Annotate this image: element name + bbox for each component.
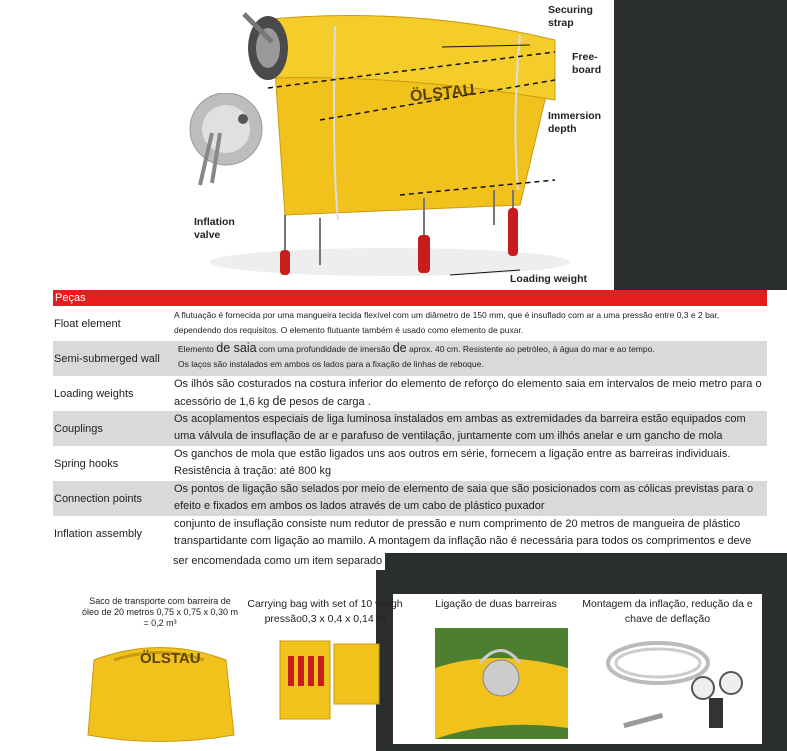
table-row (53, 341, 767, 376)
weights-bag-image (262, 636, 382, 721)
coupling-image (435, 628, 568, 739)
row-overflow-text: ser encomendada como um item separado (173, 553, 385, 570)
callout-securing-strap: Securing strap (548, 4, 593, 29)
row-text: Os ganchos de mola que estão ligados uns aos outros em série, fornecem a ligação entre as barreiras individuais. Resistência à tração: até 800 kg (174, 448, 731, 477)
brand-logo: ÖLSTAU (409, 81, 476, 106)
row-label: Float element (54, 317, 121, 330)
row-text: Os acoplamentos especiais de liga luminosa instalados em ambas as extremidades da barreira estão equipados com uma válvula de insuflação de ar e parafuso de ventilação, juntamente com um ilhós anelar e um gancho de mola (174, 411, 767, 446)
row-label: Connection points (53, 481, 174, 516)
inflation-assembly-image (603, 633, 753, 737)
callout-inflation-valve: Inflation valve (194, 216, 235, 241)
parts-table (53, 290, 767, 551)
row-text: conjunto de insuflação consiste num redutor de pressão e num comprimento de 20 metros de mangueira de plástico transpartidante com ligação ao mamilo. A montagem da inflação não é necessária para todos os comprimentos e deve (174, 518, 752, 547)
row-label: Semi-submerged wall (53, 341, 174, 376)
callout-freeboard: Free- board (572, 51, 602, 76)
row-label: Couplings (53, 411, 174, 446)
row-label: Inflation assembly (54, 527, 143, 540)
table-row (53, 411, 767, 446)
row-text: Elemento de saia com uma profundidade de imersão de aprox. 40 cm. Resistente ao petróleo, à água do mar e ao tempo. Os laços são instalados em ambos os lados para a fixação de linhas de reboque. (174, 341, 767, 376)
accessory-caption-carry-bag: Saco de transporte com barreira de óleo de 20 metros 0,75 x 0,75 x 0,30 m = 0,2 m³ (81, 596, 239, 628)
row-text: Os pontos de ligação são selados por meio de elemento de saia que são posicionados com as cólicas previstas para o efeito e fixados em ambos os lados através de um cabo de plástico puxador (174, 481, 767, 516)
table-row (53, 516, 767, 551)
accessory-caption-coupling: Ligação de duas barreiras (435, 598, 557, 610)
table-row (53, 306, 767, 341)
inflation-valve-inset (188, 93, 272, 189)
row-text: Os ilhós são costurados na costura inferior do elemento de reforço do elemento saia em intervalos de meio metro para o acessório de 1,6 kg de pesos de carga . (174, 378, 762, 408)
accessory-caption-weights-bag: Carrying bag with set of 10 weigh pressão0,3 x 0,4 x 0,14 m (247, 598, 403, 625)
transport-bag-image (84, 630, 236, 745)
table-header: Peças (53, 290, 767, 306)
table-row (53, 376, 767, 411)
bag-brand-logo: ÖLSTAU (140, 650, 201, 667)
accessory-caption-inflation: Montagem da inflação, redução da e chave de deflação (582, 598, 753, 625)
row-label: Loading weights (54, 387, 134, 400)
table-row (53, 446, 767, 481)
callout-immersion-depth: Immersion depth (548, 110, 602, 135)
callout-loading-weight: Loading weight (510, 273, 587, 285)
row-label: Spring hooks (54, 457, 119, 470)
dark-background-top (614, 0, 787, 290)
table-row (53, 481, 767, 516)
row-text: A flutuação é fornecida por uma mangueira tecida flexível com um diâmetro de 150 mm, que é insuflado com ar a uma pressão entre 0,3 e 2 bar, dependendo dos requisitos. O elemento flutuante também é usado como elemento de puxar. (174, 310, 720, 335)
